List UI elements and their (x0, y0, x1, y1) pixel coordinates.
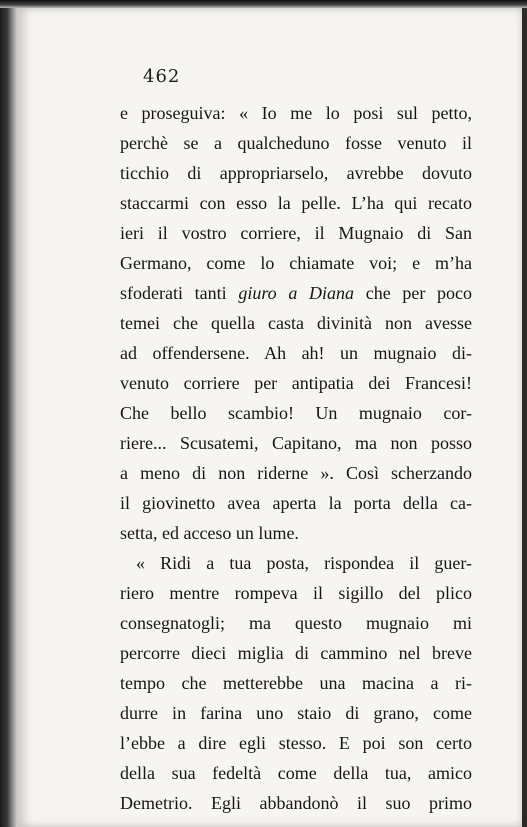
text-segment: che per poco (354, 283, 473, 303)
text-line: l’ebbe a dire egli stesso. E poi son certo (120, 733, 472, 753)
text-line: consegnatogli; ma questo mugnaio mi (120, 613, 472, 633)
text-line: tempo che metterebbe una macina a ri- (120, 673, 472, 693)
text-line: ad offendersene. Ah ah! un mugnaio di- (120, 343, 472, 363)
text-line: percorre dieci miglia di cammino nel breve (120, 643, 472, 663)
scan-top-edge (0, 0, 527, 8)
text-line: staccarmi con esso la pelle. L’ha qui recato (120, 193, 472, 213)
text-line: perchè se a qualcheduno fosse venuto il (120, 133, 472, 153)
text-line: temei che quella casta divinità non avesse (120, 313, 472, 333)
text-line: ieri il vostro corriere, il Mugnaio di San (120, 223, 472, 243)
text-line: ticchio di appropriarselo, avrebbe dovuto (120, 163, 472, 183)
text-line: a meno di non riderne ». Così scherzando (120, 463, 472, 483)
text-segment: sfoderati tanti (120, 283, 239, 303)
text-line: e proseguiva: « Io me lo posi sul petto, (120, 103, 472, 123)
text-line: Che bello scambio! Un mugnaio cor- (120, 403, 472, 423)
text-line: riero mentre rompeva il sigillo del plico (120, 583, 472, 603)
page-number: 462 (143, 66, 181, 87)
text-line: setta, ed acceso un lume. (120, 523, 299, 543)
text-segment: Germano, come lo chiamate voi; e m’ha (120, 253, 472, 273)
text-line (120, 278, 472, 308)
text-line: della sua fedeltà come della tua, amico (120, 763, 472, 783)
text-line: riere... Scusatemi, Capitano, ma non posso (120, 433, 472, 453)
text-line: durre in farina uno staio di grano, come (120, 703, 472, 723)
book-gutter (0, 0, 18, 827)
text-line: Demetrio. Egli abbandonò il suo primo (120, 793, 472, 813)
text-line: venuto corriere per antipatia dei Francesi! (120, 373, 472, 393)
text-line: « Ridi a tua posta, rispondea il guer- (136, 553, 472, 573)
text-line: il giovinetto avea aperta la porta della ca- (120, 493, 472, 513)
italic-phrase: giuro a Diana (238, 283, 355, 303)
text-line (120, 248, 472, 278)
body-text (120, 98, 472, 818)
